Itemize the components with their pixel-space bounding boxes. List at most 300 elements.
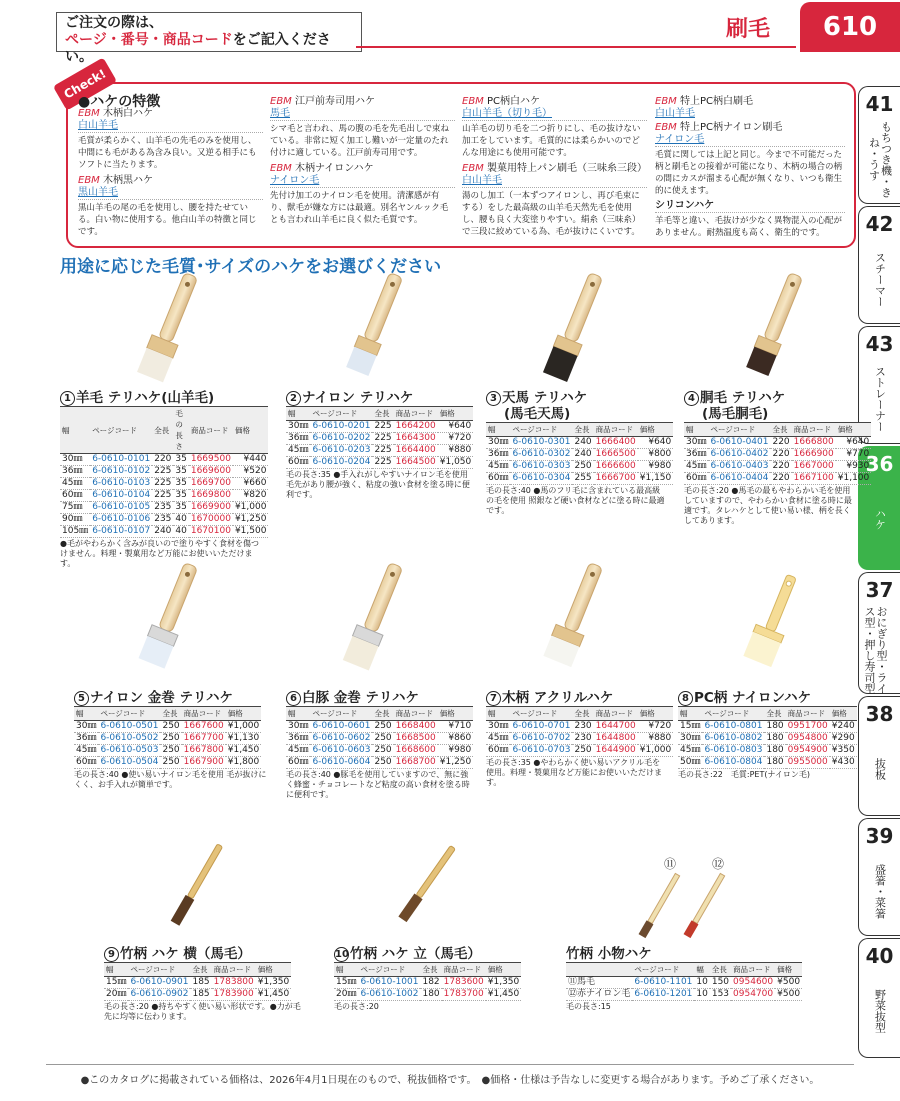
table-cell: 220 — [772, 449, 790, 459]
table-cell: ¥640 — [836, 437, 872, 449]
tab-label: 抜板 — [873, 758, 887, 780]
brush-5-image — [139, 560, 205, 669]
table-cell: ¥1,250 — [439, 757, 472, 767]
th: ページコード — [358, 963, 420, 977]
table-cell: 225 — [374, 457, 392, 467]
table-row — [60, 514, 268, 526]
product-5 — [74, 690, 274, 790]
table-cell: 6-0610-0901 — [130, 977, 189, 987]
th: 価格 — [638, 707, 674, 721]
th: 商品コード — [731, 963, 775, 977]
product-11-12 — [566, 946, 806, 1012]
feature-text: シマ毛と言われ、馬の腹の毛を先毛出しで束ねている。非常に短く加工し難いが一定量のたれ付けに適している。江戸前寿司用です。 — [270, 120, 455, 159]
table-cell: 235 — [154, 502, 172, 512]
table-cell: 45㎜ — [488, 461, 509, 471]
th: 価格 — [830, 707, 857, 721]
table-cell: 1667600 — [183, 721, 224, 731]
feature-sub: 白山羊毛 — [78, 120, 118, 131]
table-cell: 6-0610-0104 — [92, 490, 151, 500]
tab-num: 37 — [865, 578, 894, 602]
product-num: 3 — [486, 391, 501, 406]
table-cell: 225 — [374, 421, 392, 431]
table-cell: 1669500 — [190, 454, 231, 464]
table-cell: 6-0610-1002 — [360, 989, 419, 999]
ebm-mark: EBM — [462, 163, 484, 174]
table-cell: ⑪馬毛 — [566, 977, 632, 989]
table-cell: 35 — [175, 478, 187, 488]
table-cell: ¥500 — [777, 989, 801, 999]
category-title: 刷毛 — [726, 17, 771, 42]
product-title: ナイロン テリハケ — [302, 390, 414, 406]
table-cell: 20㎜ — [336, 989, 357, 999]
table-row — [486, 721, 673, 733]
th: 価格 — [836, 423, 872, 437]
table-cell: 30㎜ — [288, 421, 309, 431]
product-title-2: (馬毛天馬) — [504, 406, 571, 422]
table-row — [60, 454, 268, 466]
th: ページコード — [98, 707, 160, 721]
table-cell: 20㎜ — [106, 989, 127, 999]
feature-name: 木柄黒ハケ — [103, 175, 153, 186]
table-cell: ¥1,450 — [257, 989, 290, 999]
th: 価格 — [486, 963, 522, 977]
product-table — [334, 962, 521, 1001]
brush-1-image — [137, 270, 204, 382]
notice-rest: をご記入ください。 — [65, 32, 331, 65]
table-cell: 36㎜ — [288, 733, 309, 743]
ebm-mark: EBM — [655, 96, 677, 107]
product-title: 竹柄 ハケ 立（馬毛） — [350, 946, 481, 962]
th: 幅 — [694, 963, 709, 977]
table-cell: 45㎜ — [76, 745, 97, 755]
ebm-mark: EBM — [270, 96, 292, 107]
table-cell: ¥980 — [438, 745, 474, 757]
th: ページコード — [310, 707, 372, 721]
table-row — [486, 461, 673, 473]
product-note: 毛の長さ:20 ●馬毛の最もやわらかい毛を使用していますので、やわらかい食材に塗る時に最適です。タレハケとして使い易い様、柄を長くしてあります。 — [684, 486, 852, 525]
table-cell: 1670100 — [190, 526, 231, 536]
th: 幅 — [334, 963, 358, 977]
th: 幅 — [286, 707, 310, 721]
product-table — [104, 962, 291, 1001]
table-cell: 60㎜ — [488, 745, 509, 755]
th: 商品コード — [442, 963, 486, 977]
table-cell: 185 — [192, 977, 210, 987]
brush-10-image — [398, 844, 457, 922]
table-cell: 6-0610-0303 — [512, 461, 571, 471]
feature-sub: ナイロン毛 — [270, 175, 320, 186]
th: ページコード — [310, 407, 372, 421]
table-cell: 1666600 — [595, 461, 636, 471]
product-note: 毛の長さ:40 ●豚毛を使用していますので、無に強く蜂蜜・チョコレートなど粘度の高い食材を塗る時に便利です。 — [286, 770, 470, 799]
table-cell: 1783700 — [443, 989, 484, 999]
table-row — [678, 757, 857, 769]
table-cell: 60㎜ — [488, 473, 509, 483]
table-cell: 35 — [175, 454, 187, 464]
th: 商品コード — [792, 423, 836, 437]
footer-rule — [46, 1064, 854, 1065]
product-table — [74, 706, 261, 769]
th: 商品コード — [786, 707, 830, 721]
tab-num: 38 — [865, 702, 894, 726]
table-cell: 1669900 — [190, 502, 231, 512]
table-cell: 6-0610-0304 — [512, 473, 571, 483]
table-cell: 45㎜ — [288, 445, 309, 455]
table-row — [566, 989, 802, 1001]
feature-text: 黒山羊毛の尾の毛を使用し、腰を持たせている。白い物に使用する。他白山羊の特徴と同じです。 — [78, 199, 263, 238]
ebm-mark: EBM — [270, 163, 292, 174]
table-row — [334, 989, 521, 1001]
section-title: 用途に応じた毛質･サイズのハケをお選びください — [60, 257, 442, 277]
table-cell: 6-0610-0401 — [710, 437, 769, 447]
table-row — [486, 437, 673, 449]
table-cell: 1670000 — [190, 514, 231, 524]
table-cell: ¥1,000 — [639, 745, 672, 755]
table-cell: 6-0610-0403 — [710, 461, 769, 471]
table-row — [678, 733, 857, 745]
feature-text: 山羊毛の切り毛を二つ折りにし、毛の抜けない加工をしています。毛質的には柔らかいのでどんな用途にも使用可能です。 — [462, 120, 647, 159]
table-cell: 230 — [574, 721, 592, 731]
table-cell: 1783900 — [213, 989, 254, 999]
table-cell: ¥1,050 — [439, 457, 472, 467]
table-cell: 1644700 — [595, 721, 636, 731]
product-num: 7 — [486, 691, 501, 706]
table-cell: 220 — [772, 461, 790, 471]
table-cell: 250 — [574, 745, 592, 755]
table-cell: 35 — [175, 502, 187, 512]
feature-sub: ナイロン毛 — [655, 134, 705, 145]
table-row — [684, 437, 871, 449]
table-row — [684, 473, 871, 485]
table-cell: 6-0610-1201 — [634, 989, 693, 999]
product-table — [566, 962, 802, 1001]
brush-9-image — [171, 843, 225, 926]
table-cell: 0954900 — [787, 745, 828, 755]
table-cell: 6-0610-0703 — [512, 745, 571, 755]
table-cell: 6-0610-0101 — [92, 454, 151, 464]
table-cell: 1668700 — [395, 757, 436, 767]
product-title: 竹柄 小物ハケ — [566, 946, 652, 962]
table-cell: 6-0610-0503 — [100, 745, 159, 755]
table-cell: ¥1,500 — [234, 526, 267, 536]
table-cell: 250 — [162, 733, 180, 743]
table-cell: 182 — [422, 977, 440, 987]
feature-text: 毛質に関しては上記と同じ。今まで不可能だった柄と刷毛との接着が可能になり、木柄の場合の柄の間にカスが溜まる心配が無くなり、いつも衛生的に使えます。 — [655, 146, 845, 197]
table-row — [60, 466, 268, 478]
table-row — [60, 490, 268, 502]
check-ribbon: Check! — [53, 57, 117, 110]
product-note: 毛の長さ:35 ●やわらかく使い易いアクリル毛を使用。料理・製菓用など万能にお使いいただけます。 — [486, 758, 662, 787]
product-num: 9 — [104, 947, 119, 962]
table-cell: 153 — [711, 989, 730, 999]
table-row — [486, 473, 673, 485]
table-row — [486, 733, 673, 745]
product-table — [486, 706, 673, 757]
brush-7-image — [543, 559, 610, 667]
table-cell: 230 — [574, 733, 592, 743]
table-cell: 6-0610-0404 — [710, 473, 769, 483]
th: 全長 — [572, 423, 593, 437]
table-cell: 1668400 — [395, 721, 436, 731]
tab-label: ストレーナー — [873, 366, 887, 432]
table-cell: 1669700 — [190, 478, 231, 488]
product-3 — [486, 390, 672, 516]
table-cell: 6-0610-1101 — [634, 977, 693, 987]
product-title: ナイロン 金巻 テリハケ — [90, 690, 234, 706]
table-cell: 75㎜ — [60, 502, 90, 514]
table-cell: 45㎜ — [488, 733, 509, 743]
th: 価格 — [775, 963, 802, 977]
feature-text: 羊毛等と違い、毛抜けが少なく異物混入の心配がありません。耐熱温度も高く、衛生的です。 — [655, 212, 845, 239]
tab-label: ハケ — [873, 508, 887, 530]
page-number: 610 — [800, 2, 900, 52]
footer-note: ●このカタログに掲載されている価格は、2026年4月1日現在のもので、税抜価格です。 ●価格・仕様は予告なしに変更する場合があります。予めご了承ください。 — [80, 1075, 820, 1086]
table-cell: ¥880 — [638, 733, 674, 745]
table-cell: 6-0610-0204 — [312, 457, 371, 467]
tab-label: おにぎり型・ライス型・押し寿司型 — [863, 606, 888, 694]
brush-8-image — [743, 571, 805, 668]
feature-text: 湯のし加工（一本ずつアイロンし、再び毛束にする）をした最高級の山羊毛天然先毛を使用し、腰も良く大変塗りやすい。絹糸（三味糸）で三段に絞めている為、毛が抜けにくいです。 — [462, 187, 647, 238]
th: 全長 — [372, 407, 393, 421]
table-cell: 250 — [162, 757, 180, 767]
feature-name: シリコンハケ — [655, 200, 715, 211]
table-cell: 36㎜ — [488, 449, 509, 459]
feature-name: 江戸前寿司用ハケ — [295, 96, 375, 107]
table-cell: 45㎜ — [680, 745, 701, 755]
table-cell: 250 — [162, 745, 180, 755]
table-cell: 185 — [192, 989, 210, 999]
feature-sub: 白山羊毛（切り毛） — [462, 108, 552, 119]
table-cell: 220 — [772, 473, 790, 483]
feature-sub: 白山羊毛 — [462, 175, 502, 186]
table-cell: 6-0610-0103 — [92, 478, 151, 488]
th: 全長 — [764, 707, 785, 721]
th: 幅 — [104, 963, 128, 977]
table-row — [286, 733, 473, 745]
table-row — [74, 721, 261, 733]
table-cell: 30㎜ — [76, 721, 97, 731]
table-cell: ¥520 — [233, 466, 269, 478]
table-cell: 255 — [574, 473, 592, 483]
table-cell: 60㎜ — [288, 457, 309, 467]
product-10 — [334, 946, 534, 1012]
table-row — [678, 721, 857, 733]
th: 価格 — [226, 707, 262, 721]
table-cell: 1669800 — [190, 490, 231, 500]
feature-name: 木柄白ハケ — [103, 108, 153, 119]
product-note: 毛の長さ:20 — [334, 1002, 379, 1011]
table-row — [334, 977, 521, 989]
table-cell: 35 — [175, 466, 187, 476]
product-table — [684, 422, 871, 485]
table-cell: 1664500 — [395, 457, 436, 467]
table-cell: 1644900 — [595, 745, 636, 755]
table-cell: 1669600 — [190, 466, 231, 476]
features-title: ●ハケの特徴 — [78, 94, 161, 110]
table-cell: 1644800 — [595, 733, 636, 743]
product-2 — [286, 390, 476, 500]
table-cell: ¥640 — [438, 421, 474, 433]
table-cell: 225 — [154, 478, 172, 488]
product-1 — [60, 390, 267, 569]
table-cell: 15㎜ — [336, 977, 357, 987]
brush-12-image — [684, 873, 726, 938]
th: 全長 — [372, 707, 393, 721]
th: 幅 — [486, 423, 510, 437]
table-cell: 250 — [374, 721, 392, 731]
table-cell: ¥820 — [233, 490, 269, 502]
table-cell: 180 — [766, 757, 784, 767]
brush-6-image — [343, 560, 409, 671]
table-cell: 1667700 — [183, 733, 224, 743]
table-row — [678, 745, 857, 757]
table-cell: 15㎜ — [106, 977, 127, 987]
th: 商品コード — [189, 407, 233, 454]
th: ページコード — [702, 707, 764, 721]
feature-sub: 白山羊毛 — [655, 108, 695, 119]
table-cell: 235 — [154, 514, 172, 524]
table-cell: 0955000 — [787, 757, 828, 767]
feature-text: 先付け加工のナイロン毛を使用。清潔感が有り、獣毛が嫌な方には最適。別名ヤンルック毛とも言われ山羊毛に良く似た毛質です。 — [270, 187, 455, 226]
table-row — [104, 989, 291, 1001]
table-cell: 60㎜ — [60, 490, 90, 502]
th: 全長 — [190, 963, 211, 977]
table-cell: ¥710 — [438, 721, 474, 733]
table-cell: 1666500 — [595, 449, 636, 459]
table-cell: 36㎜ — [76, 733, 97, 743]
table-cell: 30㎜ — [680, 733, 701, 743]
table-cell: 6-0610-0601 — [312, 721, 371, 731]
ebm-mark: EBM — [78, 108, 100, 119]
ebm-mark: EBM — [78, 175, 100, 186]
product-title: 胴毛 テリハケ — [700, 390, 786, 406]
table-cell: 6-0610-0804 — [704, 757, 763, 767]
table-row — [60, 526, 268, 538]
table-cell: 36㎜ — [60, 466, 90, 478]
table-cell: 6-0610-0105 — [92, 502, 151, 512]
th: 幅 — [60, 407, 90, 454]
product-num: 2 — [286, 391, 301, 406]
table-cell: ¥930 — [836, 461, 872, 473]
th: ページコード — [708, 423, 770, 437]
table-cell: ¥350 — [831, 745, 855, 755]
table-cell: ¥980 — [638, 461, 674, 473]
table-cell: 6-0610-0106 — [92, 514, 151, 524]
tab-label: 盛箸・菜箸 — [873, 863, 887, 919]
table-cell: 40 — [175, 514, 187, 524]
table-cell: 1664300 — [395, 433, 436, 443]
table-cell: 6-0610-0302 — [512, 449, 571, 459]
table-cell: 45㎜ — [60, 478, 90, 490]
table-cell: 6-0610-0202 — [312, 433, 371, 443]
table-cell: 240 — [574, 437, 592, 447]
feature-sub: 黒山羊毛 — [78, 187, 118, 198]
th — [566, 963, 632, 977]
th: 幅 — [678, 707, 702, 721]
table-cell: 1667800 — [183, 745, 224, 755]
table-cell: 60㎜ — [686, 473, 707, 483]
table-cell: 6-0610-0803 — [704, 745, 763, 755]
th: 商品コード — [594, 423, 638, 437]
product-title-2: (馬毛胴毛) — [702, 406, 769, 422]
brush-2-image — [346, 271, 407, 376]
table-cell: ¥1,100 — [837, 473, 870, 483]
product-num: 4 — [684, 391, 699, 406]
table-cell: 45㎜ — [686, 461, 707, 471]
table-cell: 1666800 — [793, 437, 834, 447]
product-title: 木柄 アクリルハケ — [502, 690, 614, 706]
table-cell: ¥1,130 — [227, 733, 260, 743]
table-cell: 0951700 — [787, 721, 828, 731]
th: 価格 — [233, 407, 269, 454]
table-cell: 50㎜ — [680, 757, 701, 767]
table-cell: 6-0610-0107 — [92, 526, 151, 536]
label-12: ⑫ — [712, 857, 725, 871]
table-cell: 6-0610-0902 — [130, 989, 189, 999]
table-cell: 36㎜ — [288, 433, 309, 443]
table-cell: ¥500 — [777, 977, 801, 987]
table-cell: 30㎜ — [488, 721, 509, 731]
table-cell: 1667100 — [793, 473, 834, 483]
table-cell: ¥800 — [638, 449, 674, 461]
product-num: 10 — [335, 949, 349, 960]
table-cell: 6-0610-0102 — [92, 466, 151, 476]
product-num: 6 — [286, 691, 301, 706]
notice-line1: ご注文の際は、 — [65, 15, 163, 31]
table-cell: 30㎜ — [686, 437, 707, 447]
feature-text: 毛質が柔らかく、山羊毛の先毛のみを使用し、中間にも毛がある為含み良い。又逆る相手にもソフトに当たります。 — [78, 132, 263, 171]
product-note: 毛の長さ:20 ●持ちやすく使い易い形状です。●力が毛先に均等に伝わります。 — [104, 1002, 301, 1021]
table-cell: 6-0610-0201 — [312, 421, 371, 431]
table-row — [286, 457, 473, 469]
table-row — [74, 757, 261, 769]
table-row — [104, 977, 291, 989]
table-cell: ¥660 — [233, 478, 269, 490]
table-cell: 1666700 — [595, 473, 636, 483]
table-cell: 6-0610-0504 — [100, 757, 159, 767]
product-table — [486, 422, 673, 485]
label-11: ⑪ — [664, 857, 677, 871]
ebm-mark: EBM — [655, 122, 677, 133]
product-7 — [486, 690, 672, 788]
table-cell: 240 — [154, 526, 172, 536]
table-cell: 60㎜ — [288, 757, 309, 767]
table-cell: 250 — [162, 721, 180, 731]
th: 価格 — [438, 407, 474, 421]
table-cell: 36㎜ — [686, 449, 707, 459]
table-row — [74, 745, 261, 757]
table-cell: 45㎜ — [288, 745, 309, 755]
table-row — [60, 502, 268, 514]
notice-highlight: ページ・番号・商品コード — [65, 32, 233, 48]
th: 商品コード — [594, 707, 638, 721]
table-cell: ¥240 — [831, 721, 855, 731]
th: 全長 — [770, 423, 791, 437]
table-cell: 240 — [574, 449, 592, 459]
th: 価格 — [256, 963, 292, 977]
table-cell: ¥1,350 — [487, 977, 520, 987]
tab-num: 40 — [865, 944, 894, 968]
th: 全長 — [420, 963, 441, 977]
table-cell: ¥640 — [638, 437, 674, 449]
table-cell: 180 — [766, 733, 784, 743]
table-row — [60, 478, 268, 490]
table-cell: ¥290 — [831, 733, 855, 743]
th: 全長 — [152, 407, 173, 454]
th: 価格 — [638, 423, 674, 437]
product-title: PC柄 ナイロンハケ — [694, 690, 812, 706]
th: ページコード — [128, 963, 190, 977]
